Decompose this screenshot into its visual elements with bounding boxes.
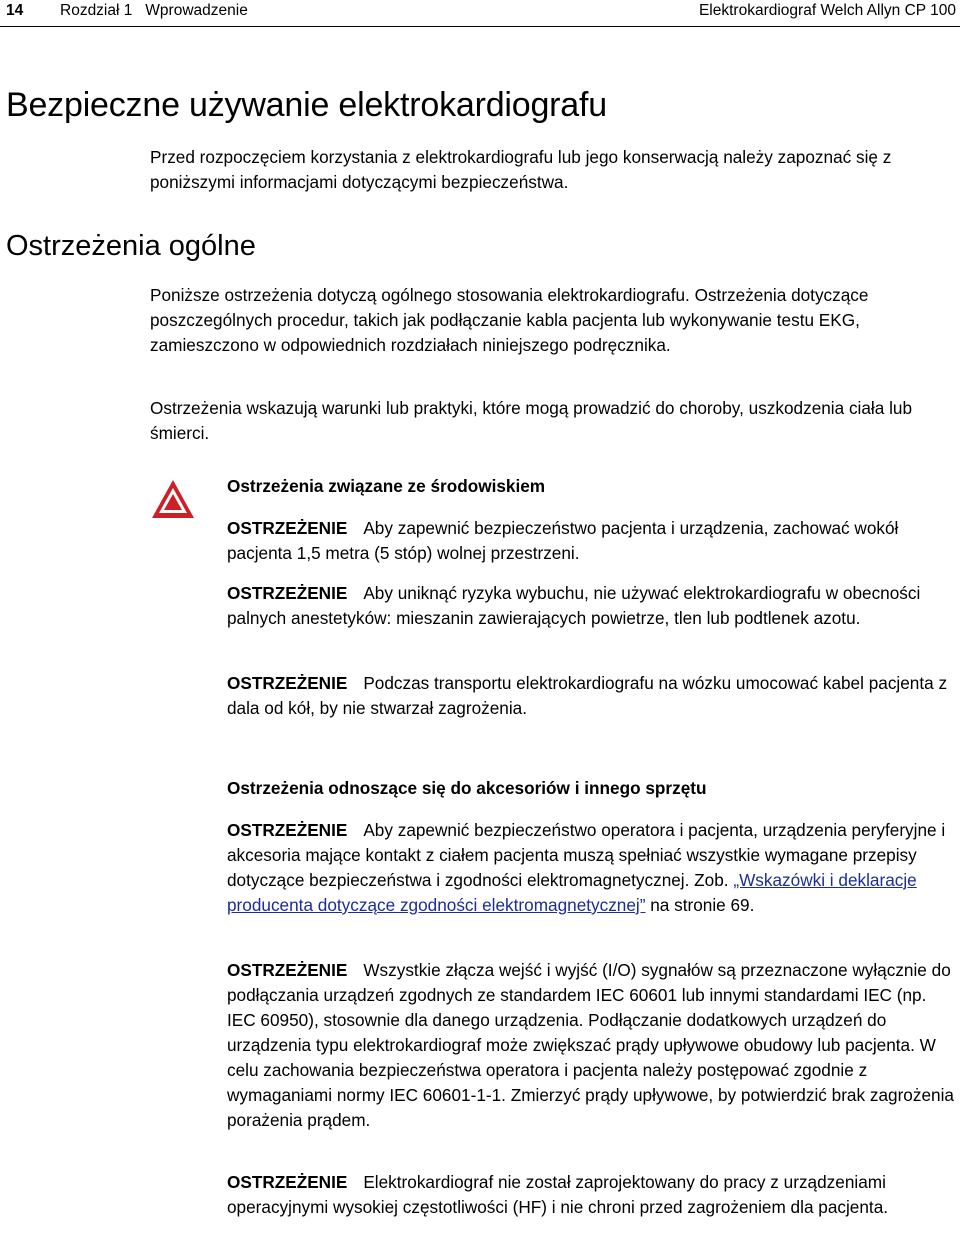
warning-label: OSTRZEŻENIE <box>227 820 348 840</box>
warning-text: Elektrokardiograf nie został zaprojektowany do pracy z urządzeniami operacyjnymi wysokiej częstotliwości (HF) i nie chroni przed zagrożeniem dla pacjenta. <box>227 1172 889 1217</box>
warning-label: OSTRZEŻENIE <box>227 673 348 693</box>
header-divider <box>0 26 960 27</box>
warning-label: OSTRZEŻENIE <box>227 518 348 538</box>
warnings-definition-paragraph: Ostrzeżenia wskazują warunki lub praktyki, które mogą prowadzić do choroby, uszkodzenia ciała lub śmierci. <box>150 398 913 443</box>
chapter-label: Rozdział 1 Wprowadzenie <box>60 2 248 19</box>
warning-paragraph <box>227 516 957 566</box>
warning-paragraph <box>227 818 957 918</box>
general-warnings-paragraph: Poniższe ostrzeżenia dotyczą ogólnego stosowania elektrokardiografu. Ostrzeżenia dotyczące poszczególnych procedur, takich jak podłączanie kabla pacjenta lub wykonywanie testu EKG, zamieszczono w odpowiednich rozdziałach niniejszego podręcznika. <box>150 285 869 355</box>
warning-paragraph <box>227 671 957 721</box>
warning-text: Podczas transportu elektrokardiografu na wózku umocować kabel pacjenta z dala od kół, by nie stwarzał zagrożenia. <box>227 673 948 718</box>
warning-label: OSTRZEŻENIE <box>227 960 348 980</box>
warning-paragraph <box>227 958 957 1133</box>
section-heading-general-warnings: Ostrzeżenia ogólne <box>6 230 256 262</box>
warning-text: Aby zapewnić bezpieczeństwo operatora i pacjenta, urządzenia peryferyjne i akcesoria mające kontakt z ciałem pacjenta muszą spełniać wszystkie wymagane przepisy dotyczące bezpieczeństwa i zgodności elektromagnetycznej. Zob. <box>227 820 946 890</box>
document-title: Elektrokardiograf Welch Allyn CP 100 <box>698 2 956 19</box>
accessories-warnings-heading: Ostrzeżenia odnoszące się do akcesoriów i innego sprzętu <box>227 778 707 798</box>
warning-text-suffix: na stronie 69. <box>645 895 755 915</box>
warning-text: Aby uniknąć ryzyka wybuchu, nie używać elektrokardiografu w obecności palnych anestetyków: mieszanin zawierających powietrze, tlen lub podtlenek azotu. <box>227 583 921 628</box>
emc-guidance-link[interactable]: „Wskazówki i deklaracje producenta dotyczące zgodności elektromagnetycznej” <box>227 870 917 915</box>
intro-paragraph: Przed rozpoczęciem korzystania z elektrokardiografu lub jego konserwacją należy zapoznać się z poniższymi informacjami dotyczącymi bezpieczeństwa. <box>150 147 892 192</box>
warning-label: OSTRZEŻENIE <box>227 1172 348 1192</box>
warning-text: Aby zapewnić bezpieczeństwo pacjenta i urządzenia, zachować wokół pacjenta 1,5 metra (5 stóp) wolnej przestrzeni. <box>227 518 899 563</box>
warning-label: OSTRZEŻENIE <box>227 583 348 603</box>
warning-paragraph <box>227 581 957 631</box>
warning-paragraph <box>227 1170 957 1220</box>
page-number: 14 <box>6 2 24 19</box>
warning-text: Wszystkie złącza wejść i wyjść (I/O) sygnałów są przeznaczone wyłącznie do podłączania urządzeń zgodnych ze standardem IEC 60601 lub innymi standardami IEC (np. IEC 60950), stosownie dla danego urządzenia. Podłączanie dodatkowych urządzeń do urządzenia typu elektrokardiograf może zwiększać prądy upływowe obudowy lub pacjenta. W celu zachowania bezpieczeństwa operatora i pacjenta należy postępować zgodnie z wymaganiami normy IEC 60601-1-1. Zmierzyć prądy upływowe, by potwierdzić brak zagrożenia porażenia prądem. <box>227 960 954 1130</box>
page-title: Bezpieczne używanie elektrokardiografu <box>6 86 607 124</box>
running-header <box>0 0 960 26</box>
warning-triangle-icon <box>150 478 196 520</box>
environment-warnings-heading: Ostrzeżenia związane ze środowiskiem <box>227 476 546 496</box>
